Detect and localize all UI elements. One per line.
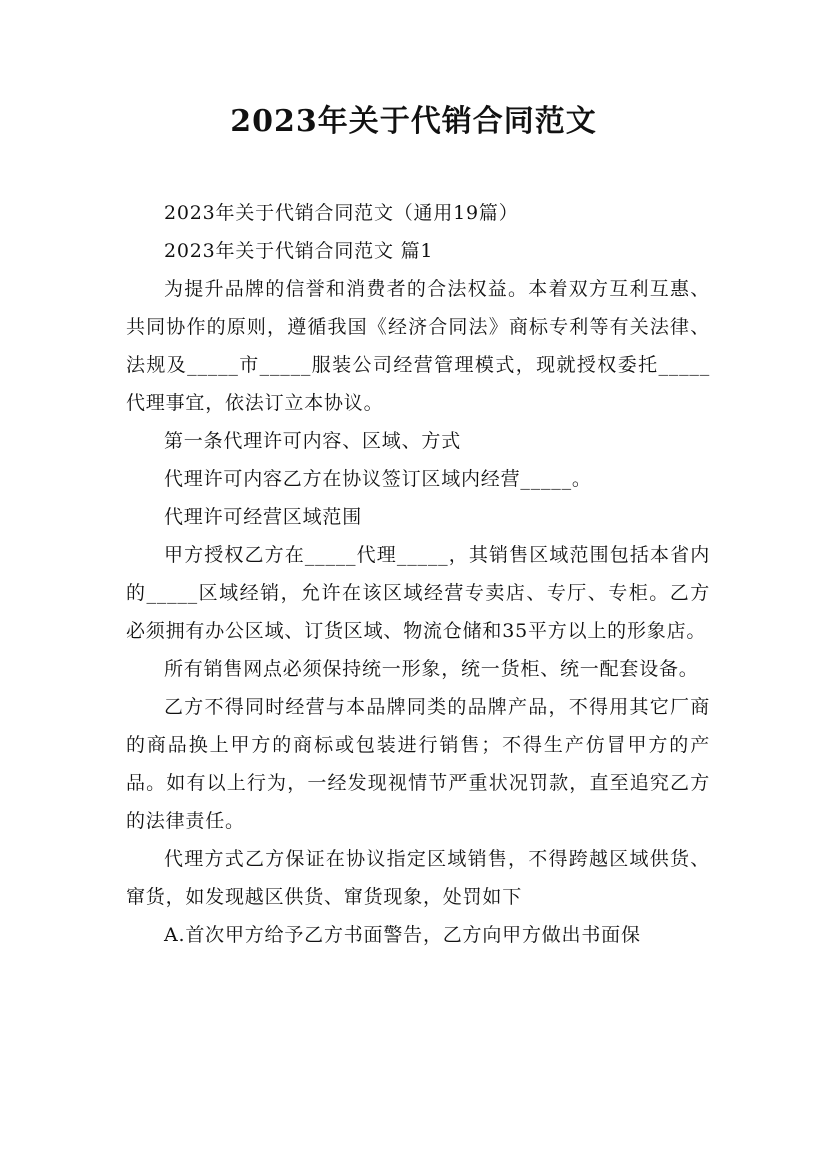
paragraph-subtitle: 2023年关于代销合同范文（通用19篇） <box>164 202 519 224</box>
paragraph-image-standard: 所有销售网点必须保持统一形象，统一货柜、统一配套设备。 <box>164 658 699 680</box>
document-title: 2023年关于代销合同范文 <box>230 104 597 139</box>
paragraph-penalty-a: A.首次甲方给予乙方书面警告，乙方向甲方做出书面保 <box>164 924 641 946</box>
paragraph-license-scope: 代理许可经营区域范围 <box>164 506 363 528</box>
paragraph-authorization: 甲方授权乙方在_____代理_____，其销售区域范围包括本省内的_____区域经销，允许在该区域经营专卖店、专厅、专柜。乙方必须拥有办公区域、订货区域、物流仓储和35平方以上的形象店。 <box>126 544 710 642</box>
document-body <box>126 194 710 954</box>
paragraph-intro: 为提升品牌的信誉和消费者的合法权益。本着双方互利互惠、共同协作的原则，遵循我国《经济合同法》商标专利等有关法律、法规及_____市_____服装公司经营管理模式，现就授权委托_____代理事宜，依法订立本协议。 <box>126 278 710 414</box>
paragraph-license-content: 代理许可内容乙方在协议签订区域内经营_____。 <box>164 468 592 490</box>
paragraph-article-one: 第一条代理许可内容、区域、方式 <box>164 430 462 452</box>
paragraph-restrictions: 乙方不得同时经营与本品牌同类的品牌产品，不得用其它厂商的商品换上甲方的商标或包装进行销售；不得生产仿冒甲方的产品。如有以上行为，一经发现视情节严重状况罚款，直至追究乙方的法律责任。 <box>126 696 710 832</box>
paragraph-sales-method: 代理方式乙方保证在协议指定区域销售，不得跨越区域供货、窜货，如发现越区供货、窜货现象，处罚如下 <box>126 848 710 908</box>
paragraph-section-heading: 2023年关于代销合同范文 篇1 <box>164 240 434 262</box>
